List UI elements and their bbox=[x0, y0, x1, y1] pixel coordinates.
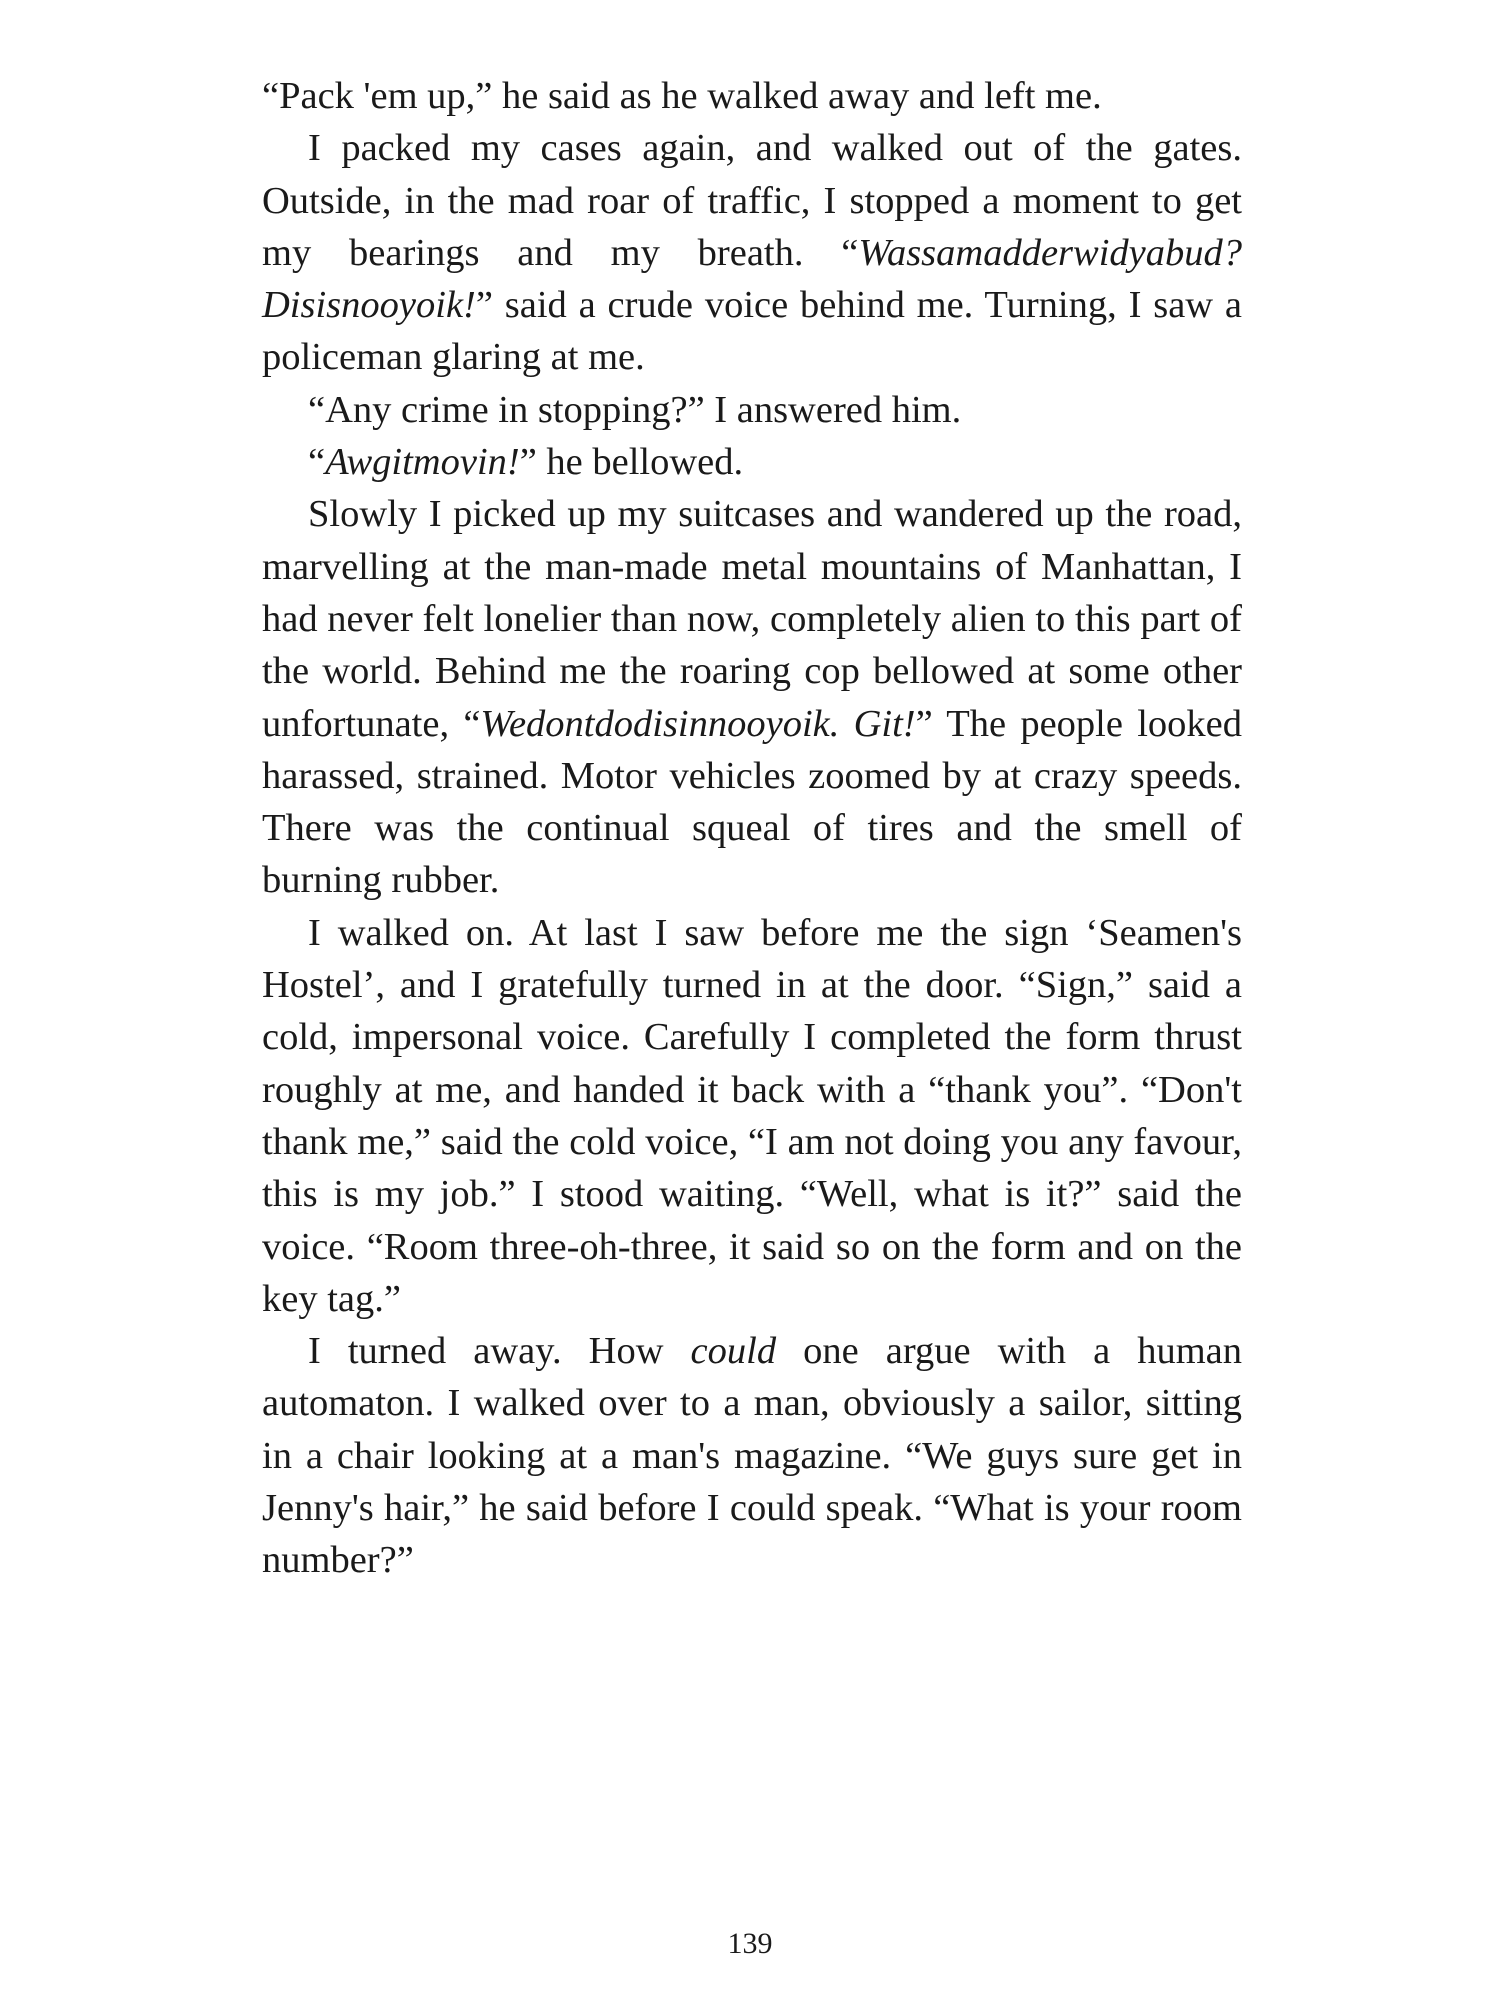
text-run: ” said a crude voice behind me. Turning, I saw a policeman glaring at me. bbox=[262, 284, 1242, 379]
italic-emphasis: could bbox=[690, 1330, 777, 1373]
paragraph bbox=[262, 436, 1242, 488]
italic-dialect-speech: Wedontdodisinnooyoik. Git! bbox=[480, 702, 916, 745]
text-run: I turned away. How bbox=[308, 1330, 691, 1373]
paragraph bbox=[262, 122, 1242, 383]
paragraph bbox=[262, 907, 1242, 1325]
paragraph bbox=[262, 1325, 1242, 1586]
page-number: 139 bbox=[727, 1927, 773, 1960]
text-run: ” The people looked harassed, strained. Motor vehicles zoomed by at crazy speeds. There was the continual squeal of tires and the smell of burning rubber. bbox=[262, 702, 1242, 902]
paragraph bbox=[262, 70, 1242, 122]
page-body bbox=[262, 70, 1242, 1587]
text-run: I packed my cases again, and walked out of the gates. Outside, in the mad roar of traffic, I stopped a moment to get my bearings and my breath. “ bbox=[262, 127, 1242, 274]
italic-dialect-speech: Awgitmovin! bbox=[325, 441, 520, 484]
paragraph bbox=[262, 488, 1242, 906]
text-run: “Pack 'em up,” he said as he walked away and left me. bbox=[262, 75, 1102, 117]
text-run: one argue with a human automaton. I walked over to a man, obviously a sailor, sitting in a chair looking at a man's magazine. “We guys sure get in Jenny's hair,” he said before I could speak. “What is your room number?” bbox=[262, 1330, 1242, 1582]
text-run: Slowly I picked up my suitcases and wandered up the road, marvelling at the man-made metal mountains of Manhattan, I had never felt lonelier than now, completely alien to this part of the world. Behind me the roaring cop bellowed at some other unfortunate, “ bbox=[262, 493, 1242, 745]
text-run: ” he bellowed. bbox=[519, 441, 744, 484]
text-run: “ bbox=[308, 441, 326, 484]
text-run: I walked on. At last I saw before me the sign ‘Seamen's Hostel’, and I gratefully turned in at the door. “Sign,” said a cold, impersonal voice. Carefully I completed the form thrust roughly at me, and handed it back with a “thank you”. “Don't thank me,” said the cold voice, “I am not doing you any favour, this is my job.” I stood waiting. “Well, what is it?” said the voice. “Room three-oh-three, it said so on the form and on the key tag.” bbox=[262, 911, 1242, 1320]
paragraph bbox=[262, 384, 1242, 436]
italic-dialect-speech: Wassamadderwidyabud? Disisnooyoik! bbox=[262, 231, 1242, 327]
text-run: “Any crime in stopping?” I answered him. bbox=[308, 388, 962, 431]
